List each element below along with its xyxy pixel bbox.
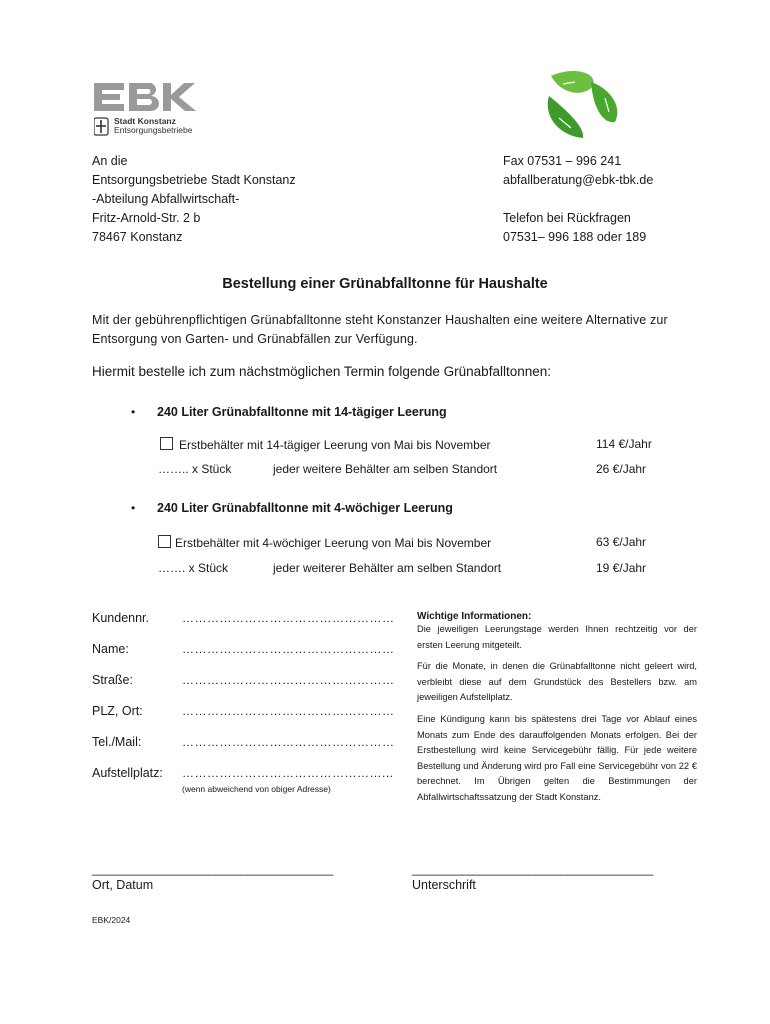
location-note: (wenn abweichend von obiger Adresse): [182, 784, 331, 794]
info-box: [417, 611, 697, 812]
recipient-address: [92, 152, 296, 247]
customer-number-field[interactable]: ……………………………………………: [182, 611, 395, 625]
address-line: 78467 Konstanz: [92, 230, 183, 244]
footer-code: EBK/2024: [92, 915, 131, 925]
zip-city-field[interactable]: ……………………………………………: [182, 704, 395, 718]
section-heading: 240 Liter Grünabfalltonne mit 4-wöchiger Leerung: [157, 501, 453, 515]
option-label: Erstbehälter mit 14-tägiger Leerung von Mai bis November: [179, 438, 491, 452]
signature-line[interactable]: _______________________________________: [412, 862, 653, 876]
extra-option-label: jeder weitere Behälter am selben Standort: [273, 462, 498, 476]
zip-city-label: PLZ, Ort:: [92, 704, 143, 718]
info-paragraph: Die jeweiligen Leerungstage werden Ihnen rechtzeitig vor der ersten Leerung mitgeteilt.: [417, 624, 697, 650]
customer-number-label: Kundennr.: [92, 611, 149, 625]
street-label: Straße:: [92, 673, 133, 687]
option-price: 63 €/Jahr: [596, 535, 647, 549]
checkbox[interactable]: [160, 437, 173, 450]
logo-sub-line1: Stadt Konstanz: [114, 116, 176, 126]
intro-text: Mit der gebührenpflichtigen Grünabfalltonne steht Konstanzer Haushalten eine weitere Alternative zur Entsorgung von Garten- und Grünabfällen zur Verfügung.: [92, 313, 668, 346]
info-heading: Wichtige Informationen:: [417, 611, 532, 622]
location-label: Aufstellplatz:: [92, 766, 163, 780]
contact-block: [503, 152, 653, 247]
date-signature-line[interactable]: _______________________________________: [92, 862, 333, 876]
logo-subtitle: [114, 117, 192, 135]
quantity-field[interactable]: ……. x Stück: [158, 561, 229, 575]
extra-option-price: 19 €/Jahr: [596, 561, 647, 575]
street-field[interactable]: ……………………………………………: [182, 673, 395, 687]
page-title: Bestellung einer Grünabfalltonne für Haushalte: [222, 276, 548, 292]
logo-sub-line2: Entsorgungsbetriebe: [114, 125, 193, 135]
phone-mail-label: Tel./Mail:: [92, 735, 142, 749]
address-line: Fritz-Arnold-Str. 2 b: [92, 211, 201, 225]
location-field[interactable]: …………………………………………...: [182, 766, 394, 780]
phone-label: Telefon bei Rückfragen: [503, 211, 631, 225]
address-line: An die: [92, 154, 128, 168]
ebk-logo: [94, 83, 198, 144]
leaf-logo: [543, 68, 623, 145]
order-option-row: [160, 437, 490, 452]
info-paragraph: Für die Monate, in denen die Grünabfalltonne nicht geleert wird, verbleibt diese auf dem Grundstück des Bestellers bzw. am jeweiligen Aufstellplatz.: [417, 661, 697, 703]
bullet-icon: •: [131, 501, 136, 515]
name-field[interactable]: ……………………………………………: [182, 642, 395, 656]
signature-label: Unterschrift: [412, 878, 476, 892]
option-label: Erstbehälter mit 4-wöchiger Leerung von Mai bis November: [175, 536, 492, 550]
place-date-label: Ort, Datum: [92, 878, 154, 892]
extra-option-label: jeder weiterer Behälter am selben Standort: [273, 561, 502, 575]
bullet-icon: •: [131, 405, 136, 419]
order-option-row: [158, 535, 491, 550]
name-label: Name:: [92, 642, 129, 656]
quantity-field[interactable]: …….. x Stück: [158, 462, 232, 476]
email-address: abfallberatung@ebk-tbk.de: [503, 173, 654, 187]
address-line: -Abteilung Abfallwirtschaft-: [92, 192, 240, 206]
option-price: 114 €/Jahr: [596, 437, 652, 451]
phone-number: 07531– 996 188 oder 189: [503, 230, 647, 244]
recycle-leaf-icon: [543, 68, 623, 140]
phone-mail-field[interactable]: ……………………………………………: [182, 735, 395, 749]
fax-number: Fax 07531 – 996 241: [503, 154, 622, 168]
section-heading: 240 Liter Grünabfalltonne mit 14-tägiger Leerung: [157, 405, 447, 419]
order-statement: Hiermit bestelle ich zum nächstmöglichen Termin folgende Grünabfalltonnen:: [92, 364, 551, 379]
info-paragraph: Eine Kündigung kann bis spätestens drei Tage vor Ablauf eines Monats zum Ende des darauffolgenden Monats erfolgen. Bei der Erstbestellung wird keine Servicegebühr fällig. Für jede weitere Bestellung und Änderung wird pro Fall eine Servicegebühr von 22 € berechnet. Im Übrigen gelten die Bestimmungen der Abfallwirtschaftssatzung der Stadt Konstanz.: [417, 713, 697, 802]
extra-option-price: 26 €/Jahr: [596, 462, 647, 476]
address-line: Entsorgungsbetriebe Stadt Konstanz: [92, 173, 296, 187]
checkbox[interactable]: [158, 535, 171, 548]
